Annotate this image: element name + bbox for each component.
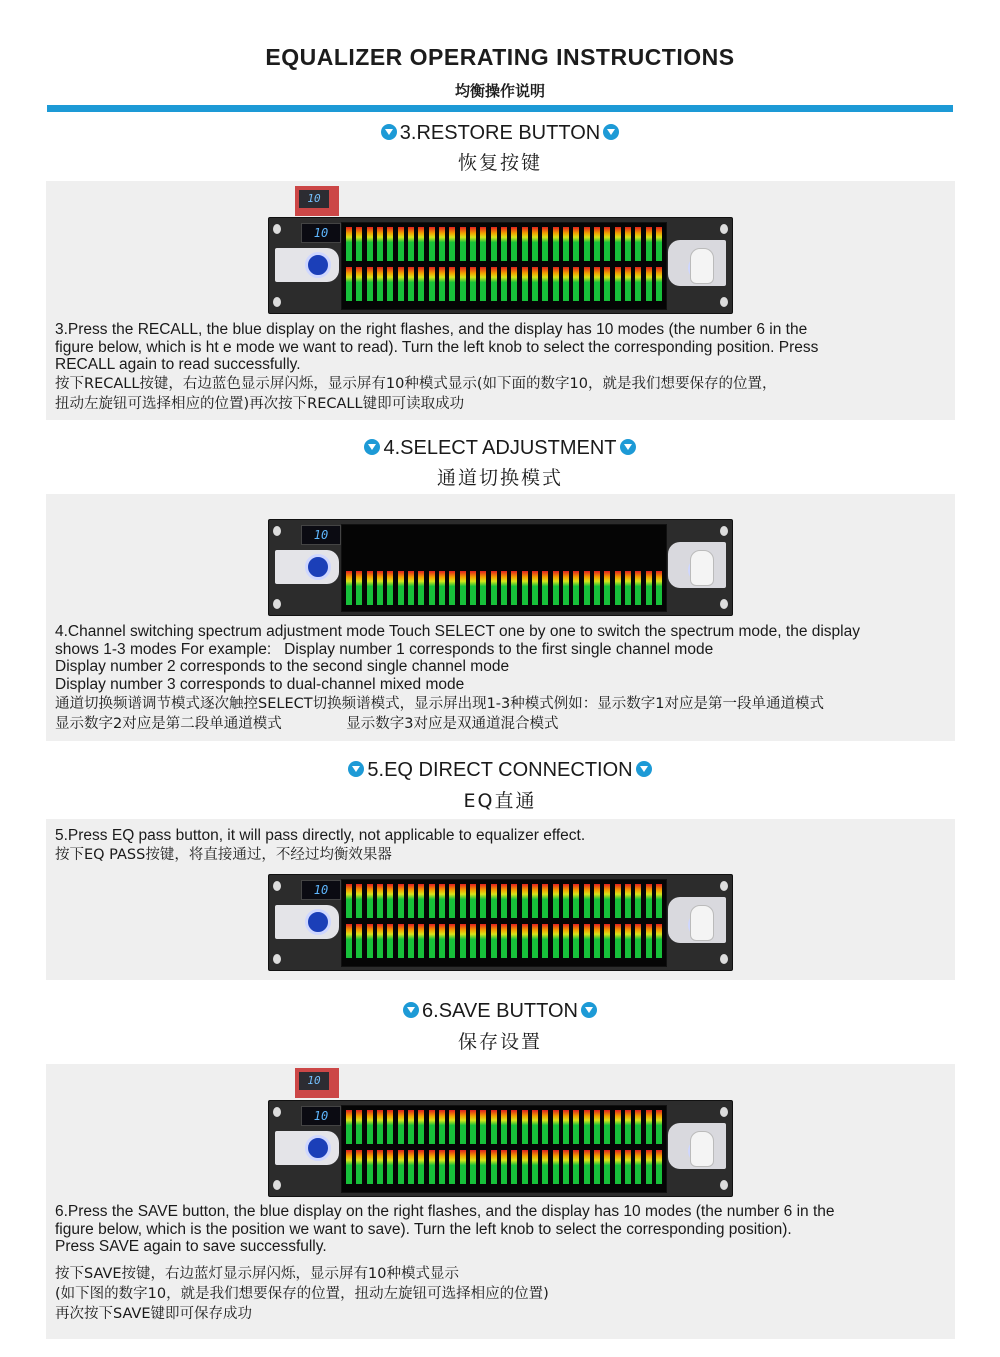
equalizer-device-image xyxy=(268,217,733,314)
display-highlight xyxy=(295,186,339,216)
equalizer-device-image xyxy=(268,1100,733,1197)
section-heading-text: 3.RESTORE BUTTON xyxy=(399,122,601,144)
spectrum-screen xyxy=(341,879,667,967)
section-heading-text: 4.SELECT ADJUSTMENT xyxy=(383,437,617,459)
section-text-en: 3.Press the RECALL, the blue display on the right flashes, and the display has 10 modes (the number 6 in the figure below, which is ht e mode we want to read). Turn the left knob to select the corresponding position. Press RECALL again to read successfully. xyxy=(55,321,819,373)
hand-pointer-icon xyxy=(690,248,714,284)
section-text-cn: 通道切换频谱调节模式逐次触控SELECT切换频谱模式，显示屏出现1-3种模式例如：显示数字1对应是第一段单通道模式 显示数字2对应是第二段单通道模式 显示数字3对应是双通道混合模式 xyxy=(55,696,824,732)
section-text-cn: 按下RECALL按键，右边蓝色显示屏闪烁，显示屏有10种模式显示(如下面的数字10，就是我们想要保存的位置， 扭动左旋钮可选择相应的位置)再次按下RECALL键即可读取成功 xyxy=(55,376,777,412)
section-subheading-select: 通道切换模式 xyxy=(436,467,563,489)
device-display: 10 xyxy=(301,880,341,900)
chevron-down-icon xyxy=(403,1002,419,1018)
left-knob-icon xyxy=(305,252,331,278)
section-heading-select xyxy=(0,437,1000,460)
spectrum-screen xyxy=(341,222,667,310)
chevron-down-icon xyxy=(620,439,636,455)
equalizer-device-image xyxy=(268,519,733,616)
left-knob-icon xyxy=(305,554,331,580)
chevron-down-icon xyxy=(603,124,619,140)
hand-pointer-icon xyxy=(690,1131,714,1167)
section-text-en: 5.Press EQ pass button, it will pass directly, not applicable to equalizer effect. xyxy=(55,827,586,844)
section-heading-eq-direct xyxy=(0,759,1000,782)
spectrum-screen xyxy=(341,1105,667,1193)
chevron-down-icon xyxy=(381,124,397,140)
section-heading-save xyxy=(0,1000,1000,1023)
section-text-en: 6.Press the SAVE button, the blue display on the right flashes, and the display has 10 modes (the number 6 in the figure below, which is the position we want to save). Turn the left knob to select the corresponding position). Press SAVE again to save successfully. xyxy=(55,1203,835,1255)
chevron-down-icon xyxy=(636,761,652,777)
highlight-display-value: 10 xyxy=(299,190,329,208)
spectrum-screen xyxy=(341,524,667,612)
chevron-down-icon xyxy=(581,1002,597,1018)
section-text-en: 4.Channel switching spectrum adjustment mode Touch SELECT one by one to switch the spectrum mode, the display shows 1-3 modes For example: Display number 1 corresponds to the first single channel mode Display number 2 corresponds to the second single channel mode Display number 3 corresponds to dual-channel mixed mode xyxy=(55,623,860,693)
section-text-cn: 按下EQ PASS按键，将直接通过，不经过均衡效果器 xyxy=(55,847,392,863)
chevron-down-icon xyxy=(348,761,364,777)
page-title: EQUALIZER OPERATING INSTRUCTIONS xyxy=(265,44,735,70)
section-text-cn: 按下SAVE按键，右边蓝灯显示屏闪烁，显示屏有10种模式显示 (如下图的数字10，就是我们想要保存的位置，扭动左旋钮可选择相应的位置) 再次按下SAVE键即可保存成功 xyxy=(55,1266,549,1322)
device-display: 10 xyxy=(301,223,341,243)
header-divider xyxy=(47,105,953,112)
section-heading-text: 5.EQ DIRECT CONNECTION xyxy=(367,759,633,781)
section-subheading-eq-direct: EQ直通 xyxy=(463,790,537,812)
section-heading-text: 6.SAVE BUTTON xyxy=(422,1000,578,1022)
hand-pointer-icon xyxy=(690,905,714,941)
device-display: 10 xyxy=(301,1106,341,1126)
chevron-down-icon xyxy=(364,439,380,455)
section-subheading-restore: 恢复按键 xyxy=(457,152,542,174)
hand-pointer-icon xyxy=(690,550,714,586)
section-subheading-save: 保存设置 xyxy=(457,1031,542,1053)
highlight-display-value: 10 xyxy=(299,1072,329,1090)
left-knob-icon xyxy=(305,1135,331,1161)
device-display: 10 xyxy=(301,525,341,545)
display-highlight xyxy=(295,1068,339,1098)
page-subtitle: 均衡操作说明 xyxy=(454,82,545,100)
left-knob-icon xyxy=(305,909,331,935)
section-heading-restore xyxy=(0,122,1000,145)
equalizer-device-image xyxy=(268,874,733,971)
